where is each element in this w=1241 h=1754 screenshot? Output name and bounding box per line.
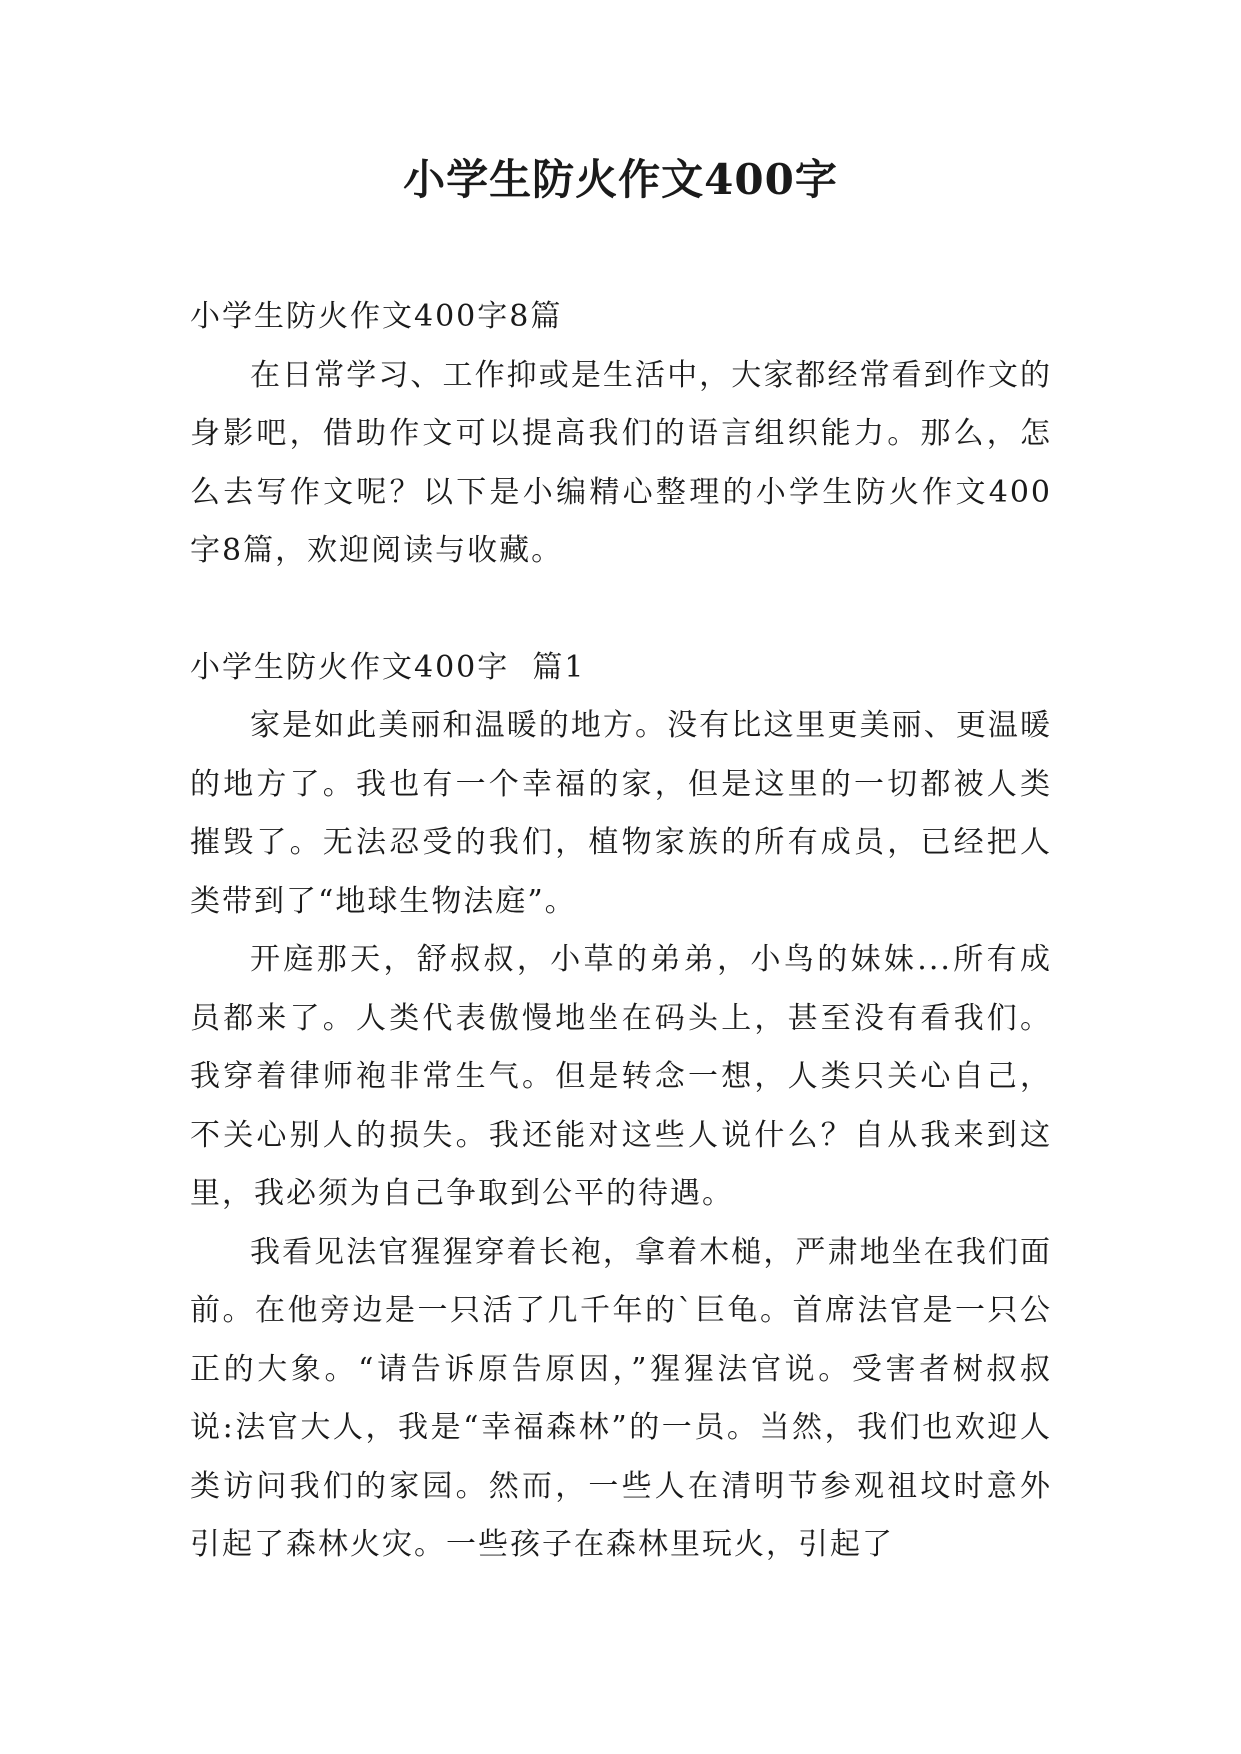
section-1-heading: 小学生防火作文400字 篇1 <box>190 649 586 685</box>
section-1-paragraph-3: 我看见法官猩猩穿着长袍，拿着木槌，严肃地坐在我们面前。在他旁边是一只活了几千年的`巨龟。首席法官是一只公正的大象。“请告诉原告原因，”猩猩法官说。受害者树叔叔说:法官大人，我是“幸福森林”的一员。当然，我们也欢迎人类访问我们的家园。然而，一些人在清明节参观祖坟时意外引起了森林火灾。一些孩子在森林里玩火，引起了 <box>190 1234 1052 1562</box>
intro-heading: 小学生防火作文400字8篇 <box>190 299 563 334</box>
section-1-paragraph-1: 家是如此美丽和温暖的地方。没有比这里更美丽、更温暖的地方了。我也有一个幸福的家，但是这里的一切都被人类摧毁了。无法忍受的我们，植物家族的所有成员，已经把人类带到了“地球生物法庭”。 <box>190 708 1052 919</box>
intro-paragraph: 在日常学习、工作抑或是生活中，大家都经常看到作文的身影吧，借助作文可以提高我们的语言组织能力。那么，怎么去写作文呢？以下是小编精心整理的小学生防火作文400字8篇，欢迎阅读与收藏。 <box>190 357 1052 568</box>
section-1-paragraph-2: 开庭那天，舒叔叔，小草的弟弟，小鸟的妹妹...所有成员都来了。人类代表傲慢地坐在码头上，甚至没有看我们。我穿着律师袍非常生气。但是转念一想，人类只关心自己，不关心别人的损失。我还能对这些人说什么？自从我来到这里，我必须为自己争取到公平的待遇。 <box>190 942 1052 1211</box>
document-title: 小学生防火作文400字 <box>403 155 838 204</box>
document-body <box>190 288 1052 1575</box>
section-spacer <box>190 581 1052 639</box>
